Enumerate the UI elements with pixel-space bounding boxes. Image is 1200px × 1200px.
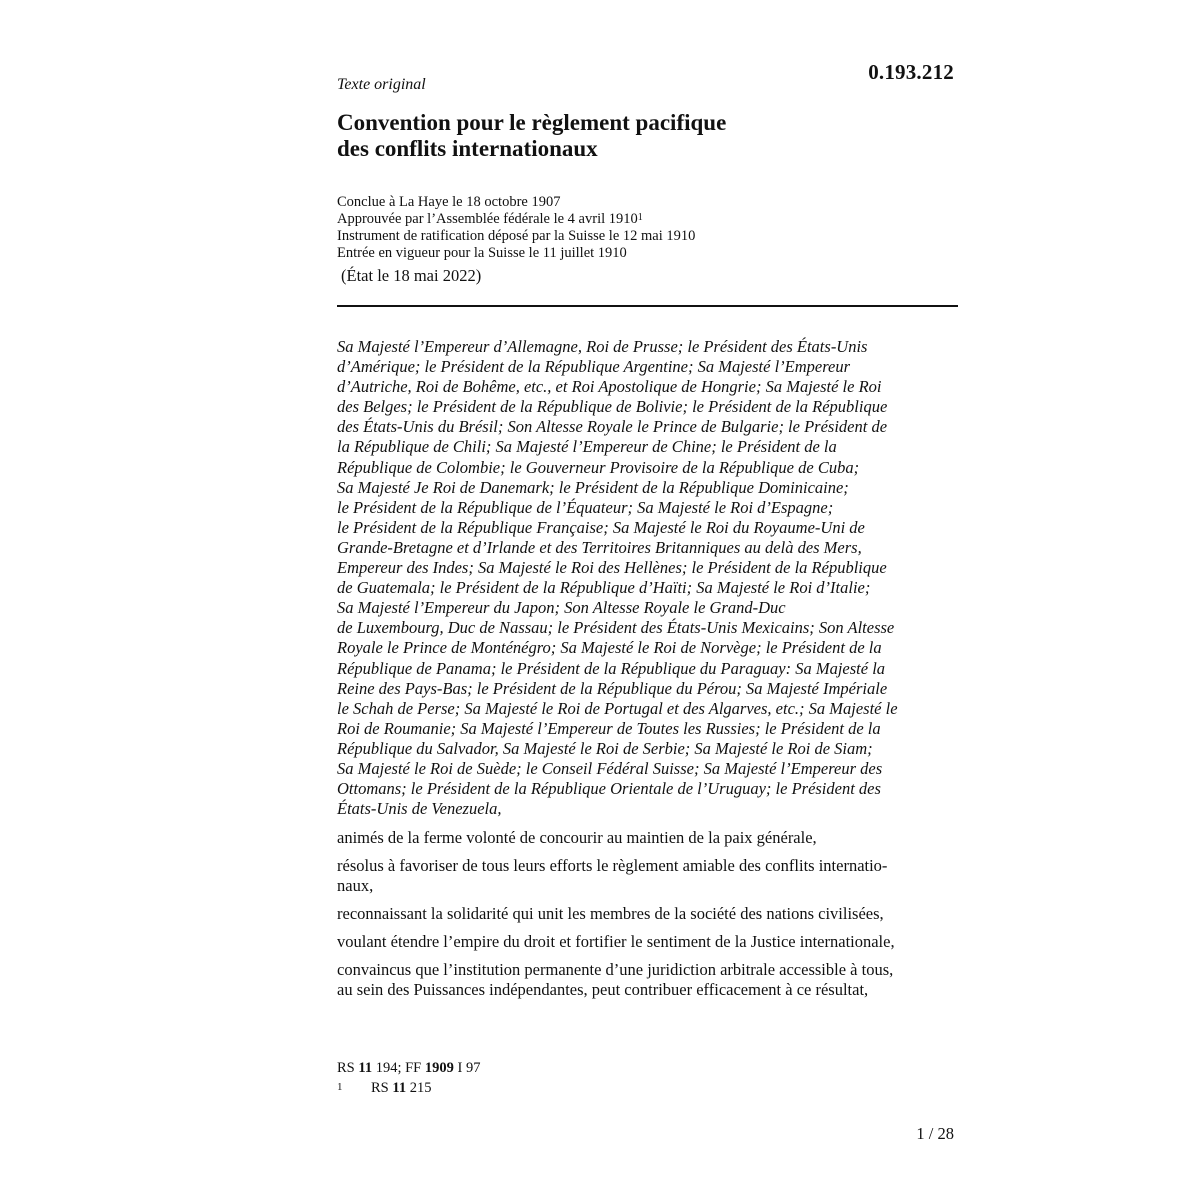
meta-approved — [337, 211, 695, 228]
preamble-line: de Luxembourg, Duc de Nassau; le Président des États-Unis Mexicains; Son Altesse — [337, 618, 895, 638]
footnote-1 — [337, 1078, 480, 1098]
meta-concluded: Conclue à La Haye le 18 octobre 1907 — [337, 194, 561, 210]
horizontal-rule — [337, 305, 958, 307]
ff-year: 1909 — [424, 1060, 454, 1076]
considerant-line: voulant étendre l’empire du droit et fortifier le sentiment de la Justice internationale, — [337, 932, 895, 951]
preamble-line: Sa Majesté Je Roi de Danemark; le Président de la République Dominicaine; — [337, 477, 849, 497]
preamble-line: Sa Majesté le Roi de Suède; le Conseil Fédéral Suisse; Sa Majesté l’Empereur des — [337, 758, 883, 778]
fn1-page: 215 — [406, 1080, 432, 1096]
footnote-ref[interactable]: 1 — [637, 212, 643, 223]
considerant-paragraph — [337, 960, 957, 1000]
preamble-line: des Belges; le Président de la République de Bolivie; le Président de la République — [337, 397, 888, 417]
considerant-line: au sein des Puissances indépendantes, peut contribuer efficacement à ce résultat, — [337, 980, 869, 999]
considerant-paragraph — [337, 828, 957, 848]
considerant-line: naux, — [337, 876, 374, 895]
ff-ref: I 97 — [453, 1060, 481, 1076]
rs-volume: 11 — [358, 1060, 373, 1076]
preamble-line: le Schah de Perse; Sa Majesté le Roi de Portugal et des Algarves, etc.; Sa Majesté le — [337, 698, 898, 718]
doc-number: 0.193.212 — [868, 60, 954, 84]
metadata-block — [337, 194, 695, 262]
considerant-paragraph — [337, 856, 957, 896]
title-line: Convention pour le règlement pacifique — [337, 110, 727, 135]
preamble-line: République du Salvador, Sa Majesté le Roi de Serbie; Sa Majesté le Roi de Siam; — [337, 738, 873, 758]
preamble-line: Ottomans; le Président de la République Orientale de l’Uruguay; le Président des — [337, 779, 881, 799]
meta-entry: Entrée en vigueur pour la Suisse le 11 juillet 1910 — [337, 245, 627, 261]
preamble-line: le Président de la République de l’Équateur; Sa Majesté le Roi d’Espagne; — [337, 497, 834, 517]
texte-original-label: Texte original — [337, 76, 426, 93]
meta-ratification: Instrument de ratification déposé par la Suisse le 12 mai 1910 — [337, 228, 696, 244]
preamble — [337, 337, 957, 819]
considerant-line: convaincus que l’institution permanente d’une juridiction arbitrale accessible à tous, — [337, 960, 894, 979]
preamble-line: Grande-Bretagne et d’Irlande et des Territoires Britanniques au delà des Mers, — [337, 537, 862, 557]
preamble-line: République de Colombie; le Gouverneur Provisoire de la République de Cuba; — [337, 457, 860, 477]
footnotes — [337, 1058, 480, 1098]
preamble-line: de Guatemala; le Président de la République d’Haïti; Sa Majesté le Roi d’Italie; — [337, 578, 871, 598]
meta-approved-text: Approuvée par l’Assemblée fédérale le 4 avril 1910 — [337, 211, 638, 227]
considerant-paragraph — [337, 932, 957, 952]
considerant-line: reconnaissant la solidarité qui unit les membres de la société des nations civilisées, — [337, 904, 884, 923]
footnote-source — [337, 1058, 480, 1078]
considerants — [337, 828, 957, 1008]
preamble-line: le Président de la République Française; Sa Majesté le Roi du Royaume-Uni de — [337, 517, 865, 537]
preamble-line: Roi de Roumanie; Sa Majesté l’Empereur de Toutes les Russies; le Président de la — [337, 718, 881, 738]
considerant-line: résolus à favoriser de tous leurs efforts le règlement amiable des conflits internatio- — [337, 856, 888, 875]
etat-date: (État le 18 mai 2022) — [341, 266, 482, 285]
rs-prefix: RS — [337, 1060, 359, 1076]
preamble-line: Empereur des Indes; Sa Majesté le Roi des Hellènes; le Président de la République — [337, 558, 887, 578]
considerant-line: animés de la ferme volonté de concourir au maintien de la paix générale, — [337, 828, 817, 847]
document-title — [337, 110, 857, 162]
preamble-line: Reine des Pays-Bas; le Président de la République du Pérou; Sa Majesté Impériale — [337, 678, 888, 698]
preamble-line: des États-Unis du Brésil; Son Altesse Royale le Prince de Bulgarie; le Président de — [337, 417, 888, 437]
preamble-line: Sa Majesté l’Empereur d’Allemagne, Roi de Prusse; le Président des États-Unis — [337, 337, 868, 356]
preamble-line: République de Panama; le Président de la République du Paraguay: Sa Majesté la — [337, 658, 886, 678]
page-number: 1 / 28 — [916, 1124, 954, 1143]
preamble-line: d’Autriche, Roi de Bohême, etc., et Roi Apostolique de Hongrie; Sa Majesté le Roi — [337, 377, 882, 397]
preamble-line: États-Unis de Venezuela, — [337, 799, 502, 819]
preamble-line: Sa Majesté l’Empereur du Japon; Son Altesse Royale le Grand-Duc — [337, 598, 786, 618]
title-line: des conflits internationaux — [337, 136, 598, 161]
considerant-paragraph — [337, 904, 957, 924]
preamble-line: d’Amérique; le Président de la République Argentine; Sa Majesté l’Empereur — [337, 357, 851, 377]
preamble-line: la République de Chili; Sa Majesté l’Empereur de Chine; le Président de la — [337, 437, 837, 457]
footnote-number: 1 — [337, 1081, 343, 1093]
rs-page: 194; FF — [372, 1060, 425, 1076]
preamble-line: Royale le Prince de Monténégro; Sa Majesté le Roi de Norvège; le Président de la — [337, 638, 882, 658]
fn1-volume: 11 — [392, 1080, 407, 1096]
fn1-prefix: RS — [371, 1080, 393, 1096]
